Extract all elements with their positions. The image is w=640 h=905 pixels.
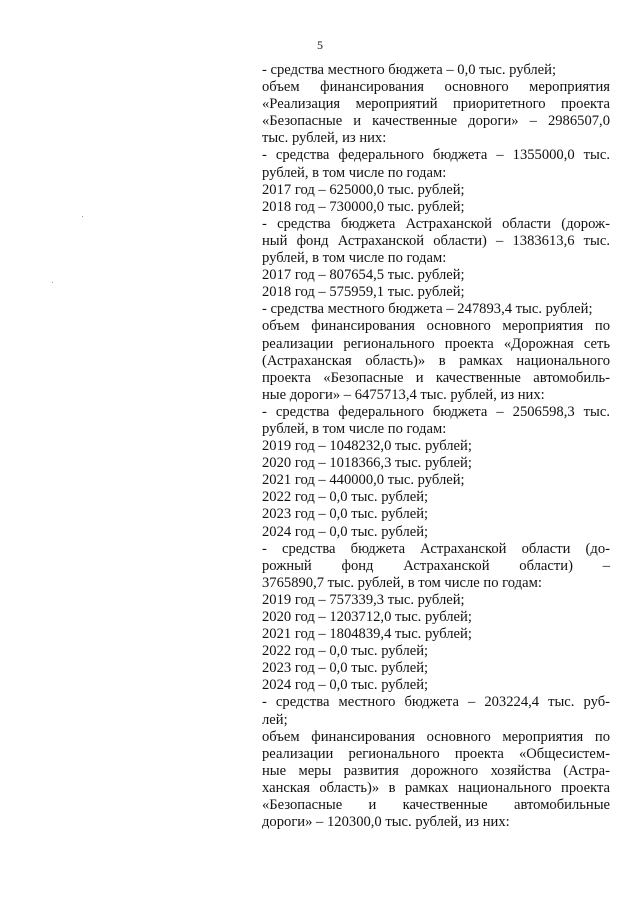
text-line: 2017 год – 807654,5 тыс. рублей; bbox=[262, 267, 465, 284]
text-line: тыс. рублей, из них: bbox=[262, 130, 387, 147]
text-line: - средства местного бюджета – 203224,4 тыс. руб- bbox=[262, 694, 610, 711]
text-line: 2020 год – 1203712,0 тыс. рублей; bbox=[262, 609, 472, 625]
text-line: 2024 год – 0,0 тыс. рублей; bbox=[262, 677, 429, 694]
text-line: - средства федерального бюджета – 2506598,3 тыс. bbox=[262, 403, 610, 420]
text-line: рублей, в том числе по годам: bbox=[262, 164, 447, 181]
text-line: «Безопасные и качественные автомобильные bbox=[262, 797, 610, 814]
text-line: - средства бюджета Астраханской области (дорож- bbox=[262, 215, 610, 232]
text-line: 2023 год – 0,0 тыс. рублей; bbox=[262, 660, 429, 677]
text-line: дороги» – 120300,0 тыс. рублей, из них: bbox=[262, 814, 510, 831]
text-line: ный фонд Астраханской области) – 1383613,6 тыс. bbox=[262, 232, 610, 249]
text-line: реализации регионального проекта «Дорожная сеть bbox=[262, 335, 610, 352]
text-line: 2019 год – 1048232,0 тыс. рублей; bbox=[262, 438, 472, 455]
text-line: проекта «Безопасные и качественные автомобиль- bbox=[262, 369, 610, 386]
text-line: «Безопасные и качественные дороги» – 2986507,0 bbox=[262, 113, 610, 130]
text-line: 2021 год – 440000,0 тыс. рублей; bbox=[262, 472, 465, 489]
text-line: 2022 год – 0,0 тыс. рублей; bbox=[262, 489, 429, 506]
scan-artifact-dot bbox=[52, 282, 53, 283]
text-line: лей; bbox=[262, 711, 288, 728]
text-line: объем финансирования основного мероприятия по bbox=[262, 318, 610, 335]
page-number: 5 bbox=[317, 38, 323, 52]
text-line: 2024 год – 0,0 тыс. рублей; bbox=[262, 523, 429, 540]
text-line: объем финансирования основного мероприятия bbox=[262, 79, 610, 96]
text-line: объем финансирования основного мероприятия по bbox=[262, 728, 610, 745]
text-line: ханская область)» в рамках национального проекта bbox=[262, 779, 610, 796]
text-line: (Астраханская область)» в рамках национального bbox=[262, 352, 610, 369]
text-line: 2017 год – 625000,0 тыс. рублей; bbox=[262, 181, 465, 198]
text-line: 2018 год – 730000,0 тыс. рублей; bbox=[262, 198, 465, 215]
text-line: ные меры развития дорожного хозяйства (Астра- bbox=[262, 762, 610, 779]
text-line: - средства бюджета Астраханской области (до- bbox=[262, 540, 610, 557]
text-line: «Реализация мероприятий приоритетного проекта bbox=[262, 96, 610, 113]
text-line: реализации регионального проекта «Общесистем- bbox=[262, 745, 610, 762]
text-line: 2018 год – 575959,1 тыс. рублей; bbox=[262, 284, 465, 301]
text-line: - средства местного бюджета – 247893,4 тыс. рублей; bbox=[262, 301, 593, 318]
text-line: 2021 год – 1804839,4 тыс. рублей; bbox=[262, 626, 472, 643]
text-line: рожный фонд Астраханской области) – bbox=[262, 557, 610, 574]
text-line: 2022 год – 0,0 тыс. рублей; bbox=[262, 643, 429, 660]
text-line: 2019 год – 757339,3 тыс. рублей; bbox=[262, 591, 465, 608]
text-line: 3765890,7 тыс. рублей, в том числе по годам: bbox=[262, 574, 542, 591]
scan-artifact-dot bbox=[82, 216, 83, 217]
text-line: - средства федерального бюджета – 1355000,0 тыс. bbox=[262, 147, 610, 164]
text-line: рублей, в том числе по годам: bbox=[262, 420, 447, 437]
text-line: ные дороги» – 6475713,4 тыс. рублей, из них: bbox=[262, 386, 545, 403]
text-line: - средства местного бюджета – 0,0 тыс. рублей; bbox=[262, 62, 557, 78]
text-line: 2023 год – 0,0 тыс. рублей; bbox=[262, 506, 429, 523]
text-line: рублей, в том числе по годам: bbox=[262, 250, 447, 267]
document-text-column bbox=[262, 62, 610, 831]
text-line: 2020 год – 1018366,3 тыс. рублей; bbox=[262, 455, 472, 472]
